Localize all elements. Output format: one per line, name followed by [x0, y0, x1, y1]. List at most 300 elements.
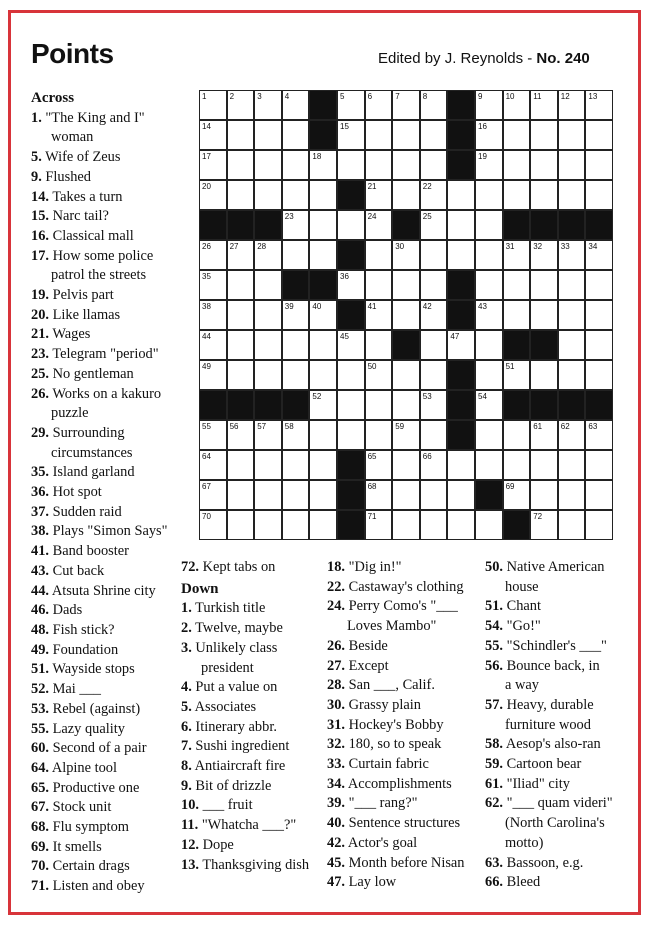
clue-text: No gentleman	[52, 365, 134, 382]
cell-number: 17	[202, 152, 211, 161]
grid-cell[interactable]	[420, 120, 448, 150]
grid-cell[interactable]	[392, 270, 420, 300]
clue-number: 54.	[485, 618, 503, 635]
clue-text-continued: house	[505, 578, 539, 595]
grid-cell[interactable]	[365, 210, 393, 240]
grid-cell[interactable]	[475, 120, 503, 150]
grid-cell[interactable]	[365, 360, 393, 390]
grid-cell[interactable]	[475, 300, 503, 330]
grid-cell[interactable]	[392, 300, 420, 330]
grid-cell[interactable]	[309, 450, 337, 480]
clue-text: Sushi ingredient	[195, 738, 290, 755]
clue-number: 45.	[327, 854, 345, 871]
grid-cell[interactable]	[420, 90, 448, 120]
clue	[327, 696, 482, 716]
grid-cell[interactable]	[558, 90, 586, 120]
grid-cell[interactable]	[530, 180, 558, 210]
clue-number: 50.	[485, 559, 503, 575]
grid-cell[interactable]	[530, 240, 558, 270]
clue-number: 31.	[327, 716, 345, 733]
grid-cell[interactable]	[392, 240, 420, 270]
grid-cell[interactable]	[503, 450, 531, 480]
clue	[31, 798, 201, 818]
grid-cell[interactable]	[392, 150, 420, 180]
down-clues-column-1	[181, 558, 321, 875]
grid-cell[interactable]	[558, 420, 586, 450]
clue-text: "___ quam videri"	[506, 795, 613, 812]
clue-text: Flu symptom	[52, 819, 129, 836]
grid-cell[interactable]	[254, 360, 282, 390]
grid-cell[interactable]	[227, 270, 255, 300]
grid-cell[interactable]	[282, 150, 310, 180]
grid-cell[interactable]	[503, 120, 531, 150]
down-clues-column-2	[327, 558, 482, 893]
grid-cell[interactable]	[530, 90, 558, 120]
clue-text: Rebel (against)	[52, 700, 141, 717]
grid-cell[interactable]	[503, 180, 531, 210]
grid-cell[interactable]	[392, 510, 420, 540]
black-square	[282, 270, 310, 300]
clue-number: 10.	[181, 797, 199, 814]
cell-number: 50	[367, 362, 377, 371]
grid-cell[interactable]	[558, 360, 586, 390]
cell-number: 4	[284, 92, 290, 101]
clue	[485, 657, 635, 677]
clue-number: 41.	[31, 543, 49, 560]
grid-cell[interactable]	[420, 210, 448, 240]
grid-cell[interactable]	[392, 360, 420, 390]
black-square	[282, 390, 310, 420]
grid-cell[interactable]	[530, 150, 558, 180]
cell-number: 38	[202, 302, 211, 311]
grid-cell[interactable]	[227, 90, 255, 120]
clue-number: 55.	[485, 637, 503, 654]
grid-cell[interactable]	[337, 90, 365, 120]
cell-number: 30	[395, 242, 405, 251]
grid-cell[interactable]	[558, 180, 586, 210]
grid-cell[interactable]	[365, 90, 393, 120]
grid-cell[interactable]	[309, 240, 337, 270]
grid-cell[interactable]	[254, 240, 282, 270]
grid-cell[interactable]	[475, 180, 503, 210]
clue	[327, 755, 482, 775]
grid-cell[interactable]	[558, 330, 586, 360]
clue-text: "___ rang?"	[348, 795, 418, 812]
grid-cell[interactable]	[282, 90, 310, 120]
clue-number: 51.	[31, 661, 49, 678]
clue-number: 27.	[327, 657, 345, 674]
clue-text: Cartoon bear	[506, 756, 582, 773]
clue	[31, 522, 201, 542]
clue-text: Telegram "period"	[52, 346, 159, 363]
grid-cell[interactable]	[420, 390, 448, 420]
grid-cell[interactable]	[309, 420, 337, 450]
clue	[327, 735, 482, 755]
cell-number: 65	[367, 452, 377, 461]
grid-cell[interactable]	[365, 420, 393, 450]
grid-cell[interactable]	[199, 450, 227, 480]
cell-number: 43	[478, 302, 487, 311]
grid-cell[interactable]	[447, 180, 475, 210]
grid-cell[interactable]	[558, 240, 586, 270]
grid-cell[interactable]	[475, 270, 503, 300]
grid-cell[interactable]	[337, 210, 365, 240]
clue-number: 5.	[181, 698, 192, 715]
grid-cell[interactable]	[254, 450, 282, 480]
grid-cell[interactable]	[282, 210, 310, 240]
clue-text-continued: furniture wood	[505, 716, 591, 733]
clue	[31, 483, 201, 503]
grid-cell[interactable]	[199, 180, 227, 210]
grid-cell[interactable]	[503, 300, 531, 330]
clue-text: Thanksgiving dish	[202, 856, 310, 873]
grid-cell[interactable]	[199, 90, 227, 120]
grid-cell[interactable]	[558, 450, 586, 480]
grid-cell[interactable]	[530, 300, 558, 330]
grid-cell[interactable]	[309, 330, 337, 360]
clue	[485, 637, 635, 657]
grid-cell[interactable]	[254, 150, 282, 180]
grid-cell[interactable]	[392, 390, 420, 420]
cell-number: 67	[202, 482, 211, 491]
grid-cell[interactable]	[447, 480, 475, 510]
grid-cell[interactable]	[337, 150, 365, 180]
grid-cell[interactable]	[503, 90, 531, 120]
grid-cell[interactable]	[254, 480, 282, 510]
grid-cell[interactable]	[365, 240, 393, 270]
grid-cell[interactable]	[309, 390, 337, 420]
grid-cell[interactable]	[475, 330, 503, 360]
clue-text: Band booster	[52, 543, 129, 560]
clue-number: 43.	[31, 562, 49, 579]
clue	[485, 735, 635, 755]
clue	[181, 599, 321, 619]
clue	[31, 601, 201, 621]
grid-cell[interactable]	[392, 90, 420, 120]
grid-cell[interactable]	[227, 150, 255, 180]
grid-cell[interactable]	[392, 450, 420, 480]
clue-number: 58.	[485, 736, 503, 753]
clue	[327, 873, 482, 893]
clue-text-continued: puzzle	[51, 405, 89, 422]
grid-cell[interactable]	[420, 420, 448, 450]
grid-cell[interactable]	[392, 420, 420, 450]
grid-cell[interactable]	[199, 420, 227, 450]
clue-number: 64.	[31, 759, 49, 776]
grid-cell[interactable]	[337, 330, 365, 360]
grid-cell[interactable]	[530, 120, 558, 150]
grid-cell[interactable]	[365, 510, 393, 540]
clue	[485, 775, 635, 795]
grid-cell[interactable]	[199, 330, 227, 360]
clue-number: 18.	[327, 559, 345, 575]
clue	[31, 838, 201, 858]
grid-cell[interactable]	[309, 300, 337, 330]
grid-cell[interactable]	[365, 150, 393, 180]
grid-cell[interactable]	[475, 360, 503, 390]
grid-cell[interactable]	[420, 330, 448, 360]
grid-cell[interactable]	[530, 480, 558, 510]
clue-text: "Whatcha ___?"	[201, 817, 297, 834]
cell-number: 23	[284, 212, 294, 221]
clue	[327, 834, 482, 854]
grid-cell[interactable]	[530, 420, 558, 450]
grid-cell[interactable]	[585, 450, 613, 480]
grid-cell[interactable]	[199, 120, 227, 150]
cell-number: 45	[340, 332, 349, 341]
grid-cell[interactable]	[585, 240, 613, 270]
grid-cell[interactable]	[585, 270, 613, 300]
clue-text: Island garland	[52, 464, 135, 481]
grid-cell[interactable]	[337, 390, 365, 420]
black-square	[447, 150, 475, 180]
clue-text: Works on a kakuro	[52, 385, 162, 402]
grid-cell[interactable]	[475, 420, 503, 450]
grid-cell[interactable]	[475, 240, 503, 270]
grid-cell[interactable]	[199, 480, 227, 510]
clue-number: 40.	[327, 815, 345, 832]
black-square	[309, 120, 337, 150]
grid-cell[interactable]	[254, 510, 282, 540]
grid-cell[interactable]	[227, 300, 255, 330]
grid-cell[interactable]	[337, 360, 365, 390]
grid-cell[interactable]	[309, 150, 337, 180]
black-square	[199, 210, 227, 240]
grid-cell[interactable]	[475, 90, 503, 120]
grid-cell[interactable]	[420, 240, 448, 270]
clue-text: Actor's goal	[347, 834, 418, 851]
clue	[31, 444, 201, 464]
grid-cell[interactable]	[503, 150, 531, 180]
grid-cell[interactable]	[447, 330, 475, 360]
clue-number: 66.	[485, 874, 503, 891]
grid-cell[interactable]	[558, 300, 586, 330]
grid-cell[interactable]	[585, 180, 613, 210]
grid-cell[interactable]	[365, 180, 393, 210]
clue	[327, 814, 482, 834]
grid-cell[interactable]	[420, 180, 448, 210]
grid-cell[interactable]	[199, 360, 227, 390]
grid-cell[interactable]	[420, 150, 448, 180]
grid-cell[interactable]	[530, 360, 558, 390]
grid-cell[interactable]	[227, 360, 255, 390]
grid-cell[interactable]	[475, 150, 503, 180]
clue-number: 26.	[31, 385, 49, 402]
grid-cell[interactable]	[365, 330, 393, 360]
clue-number: 68.	[31, 819, 49, 836]
grid-cell[interactable]	[309, 210, 337, 240]
clue-text-continued: Loves Mambo"	[347, 618, 437, 635]
clue	[327, 854, 482, 874]
grid-cell[interactable]	[420, 510, 448, 540]
grid-cell[interactable]	[199, 300, 227, 330]
black-square	[337, 450, 365, 480]
clue-number: 25.	[31, 365, 49, 382]
grid-cell[interactable]	[365, 480, 393, 510]
grid-cell[interactable]	[475, 210, 503, 240]
grid-cell[interactable]	[558, 510, 586, 540]
grid-cell[interactable]	[585, 360, 613, 390]
grid-cell[interactable]	[447, 510, 475, 540]
grid-cell[interactable]	[585, 510, 613, 540]
clue-number: 47.	[327, 874, 345, 891]
clue-number: 5.	[31, 149, 42, 166]
clue	[31, 562, 201, 582]
grid-cell[interactable]	[585, 150, 613, 180]
grid-cell[interactable]	[530, 510, 558, 540]
grid-cell[interactable]	[530, 450, 558, 480]
clue-number: 3.	[181, 639, 192, 656]
grid-cell[interactable]	[309, 180, 337, 210]
black-square	[337, 510, 365, 540]
grid-cell[interactable]	[503, 240, 531, 270]
grid-cell[interactable]	[503, 360, 531, 390]
clue	[31, 424, 201, 444]
clue-text: Kept tabs on	[202, 559, 276, 575]
grid-cell[interactable]	[309, 480, 337, 510]
cell-number: 71	[367, 512, 377, 521]
grid-cell[interactable]	[199, 150, 227, 180]
grid-cell[interactable]	[503, 270, 531, 300]
grid-cell[interactable]	[365, 120, 393, 150]
grid-cell[interactable]	[227, 330, 255, 360]
black-square	[447, 300, 475, 330]
grid-cell[interactable]	[420, 450, 448, 480]
clue	[181, 856, 321, 876]
grid-cell[interactable]	[282, 360, 310, 390]
grid-cell[interactable]	[199, 240, 227, 270]
grid-cell[interactable]	[254, 330, 282, 360]
cell-number: 36	[340, 272, 349, 281]
grid-cell[interactable]	[199, 510, 227, 540]
grid-cell[interactable]	[585, 90, 613, 120]
clue-number: 11.	[181, 817, 199, 834]
grid-cell[interactable]	[199, 270, 227, 300]
grid-cell[interactable]	[309, 360, 337, 390]
clue-number: 1.	[31, 109, 42, 126]
cell-number: 8	[422, 92, 428, 101]
clue-number: 59.	[485, 756, 503, 773]
grid-cell[interactable]	[337, 120, 365, 150]
grid-cell[interactable]	[282, 420, 310, 450]
grid-cell[interactable]	[365, 300, 393, 330]
grid-cell[interactable]	[558, 150, 586, 180]
clue-text: Fish stick?	[52, 621, 115, 638]
grid-cell[interactable]	[254, 180, 282, 210]
grid-cell[interactable]	[227, 120, 255, 150]
clue-number: 9.	[181, 777, 192, 794]
grid-cell[interactable]	[558, 270, 586, 300]
grid-cell[interactable]	[585, 120, 613, 150]
grid-cell[interactable]	[227, 510, 255, 540]
clue	[31, 542, 201, 562]
grid-cell[interactable]	[503, 420, 531, 450]
grid-cell[interactable]	[227, 480, 255, 510]
cell-number: 49	[202, 362, 211, 371]
grid-cell[interactable]	[365, 390, 393, 420]
grid-cell[interactable]	[254, 270, 282, 300]
grid-cell[interactable]	[365, 270, 393, 300]
clue-number: 12.	[181, 836, 199, 853]
grid-cell[interactable]	[282, 510, 310, 540]
grid-cell[interactable]	[282, 480, 310, 510]
grid-cell[interactable]	[282, 240, 310, 270]
clue	[31, 286, 201, 306]
clue-number: 56.	[485, 657, 503, 674]
clue-text: Unlikely class	[195, 639, 278, 656]
grid-cell[interactable]	[420, 270, 448, 300]
grid-cell[interactable]	[475, 510, 503, 540]
grid-cell[interactable]	[309, 510, 337, 540]
clue	[31, 877, 201, 897]
grid-cell[interactable]	[254, 420, 282, 450]
grid-cell[interactable]	[447, 450, 475, 480]
clue-text: Wages	[52, 326, 91, 343]
grid-cell[interactable]	[282, 330, 310, 360]
cell-number: 53	[422, 392, 432, 401]
clue-list	[327, 558, 482, 893]
grid-cell[interactable]	[558, 480, 586, 510]
clue-text: Chant	[506, 598, 541, 615]
grid-cell[interactable]	[337, 270, 365, 300]
across-heading: Across	[31, 90, 75, 106]
grid-cell[interactable]	[503, 480, 531, 510]
cell-number: 13	[588, 92, 598, 101]
clue	[181, 777, 321, 797]
grid-cell[interactable]	[282, 180, 310, 210]
grid-cell[interactable]	[585, 330, 613, 360]
grid-cell[interactable]	[254, 120, 282, 150]
grid-cell[interactable]	[585, 300, 613, 330]
clue	[31, 345, 201, 365]
grid-cell[interactable]	[392, 120, 420, 150]
grid-cell[interactable]	[227, 450, 255, 480]
grid-cell[interactable]	[227, 240, 255, 270]
clue	[181, 619, 321, 639]
grid-cell[interactable]	[475, 450, 503, 480]
grid-cell[interactable]	[475, 390, 503, 420]
grid-cell[interactable]	[282, 300, 310, 330]
grid-cell[interactable]	[337, 420, 365, 450]
grid-cell[interactable]	[392, 180, 420, 210]
clue-text: How some police	[52, 247, 154, 264]
clue	[485, 597, 635, 617]
grid-cell[interactable]	[585, 480, 613, 510]
grid-cell[interactable]	[227, 420, 255, 450]
grid-cell[interactable]	[585, 420, 613, 450]
grid-cell[interactable]	[447, 210, 475, 240]
grid-cell[interactable]	[558, 120, 586, 150]
grid-cell[interactable]	[392, 480, 420, 510]
clue-number: 49.	[31, 641, 49, 658]
grid-cell[interactable]	[282, 450, 310, 480]
grid-cell[interactable]	[365, 450, 393, 480]
grid-cell[interactable]	[282, 120, 310, 150]
clue	[31, 759, 201, 779]
grid-cell[interactable]	[254, 300, 282, 330]
grid-cell[interactable]	[420, 480, 448, 510]
cell-number: 56	[229, 422, 239, 431]
grid-cell[interactable]	[530, 270, 558, 300]
grid-cell[interactable]	[254, 90, 282, 120]
clue	[485, 578, 635, 598]
grid-cell[interactable]	[420, 360, 448, 390]
grid-cell[interactable]	[227, 180, 255, 210]
grid-cell[interactable]	[447, 240, 475, 270]
clue-text: "Iliad" city	[506, 775, 570, 792]
clue	[31, 325, 201, 345]
grid-cell[interactable]	[420, 300, 448, 330]
